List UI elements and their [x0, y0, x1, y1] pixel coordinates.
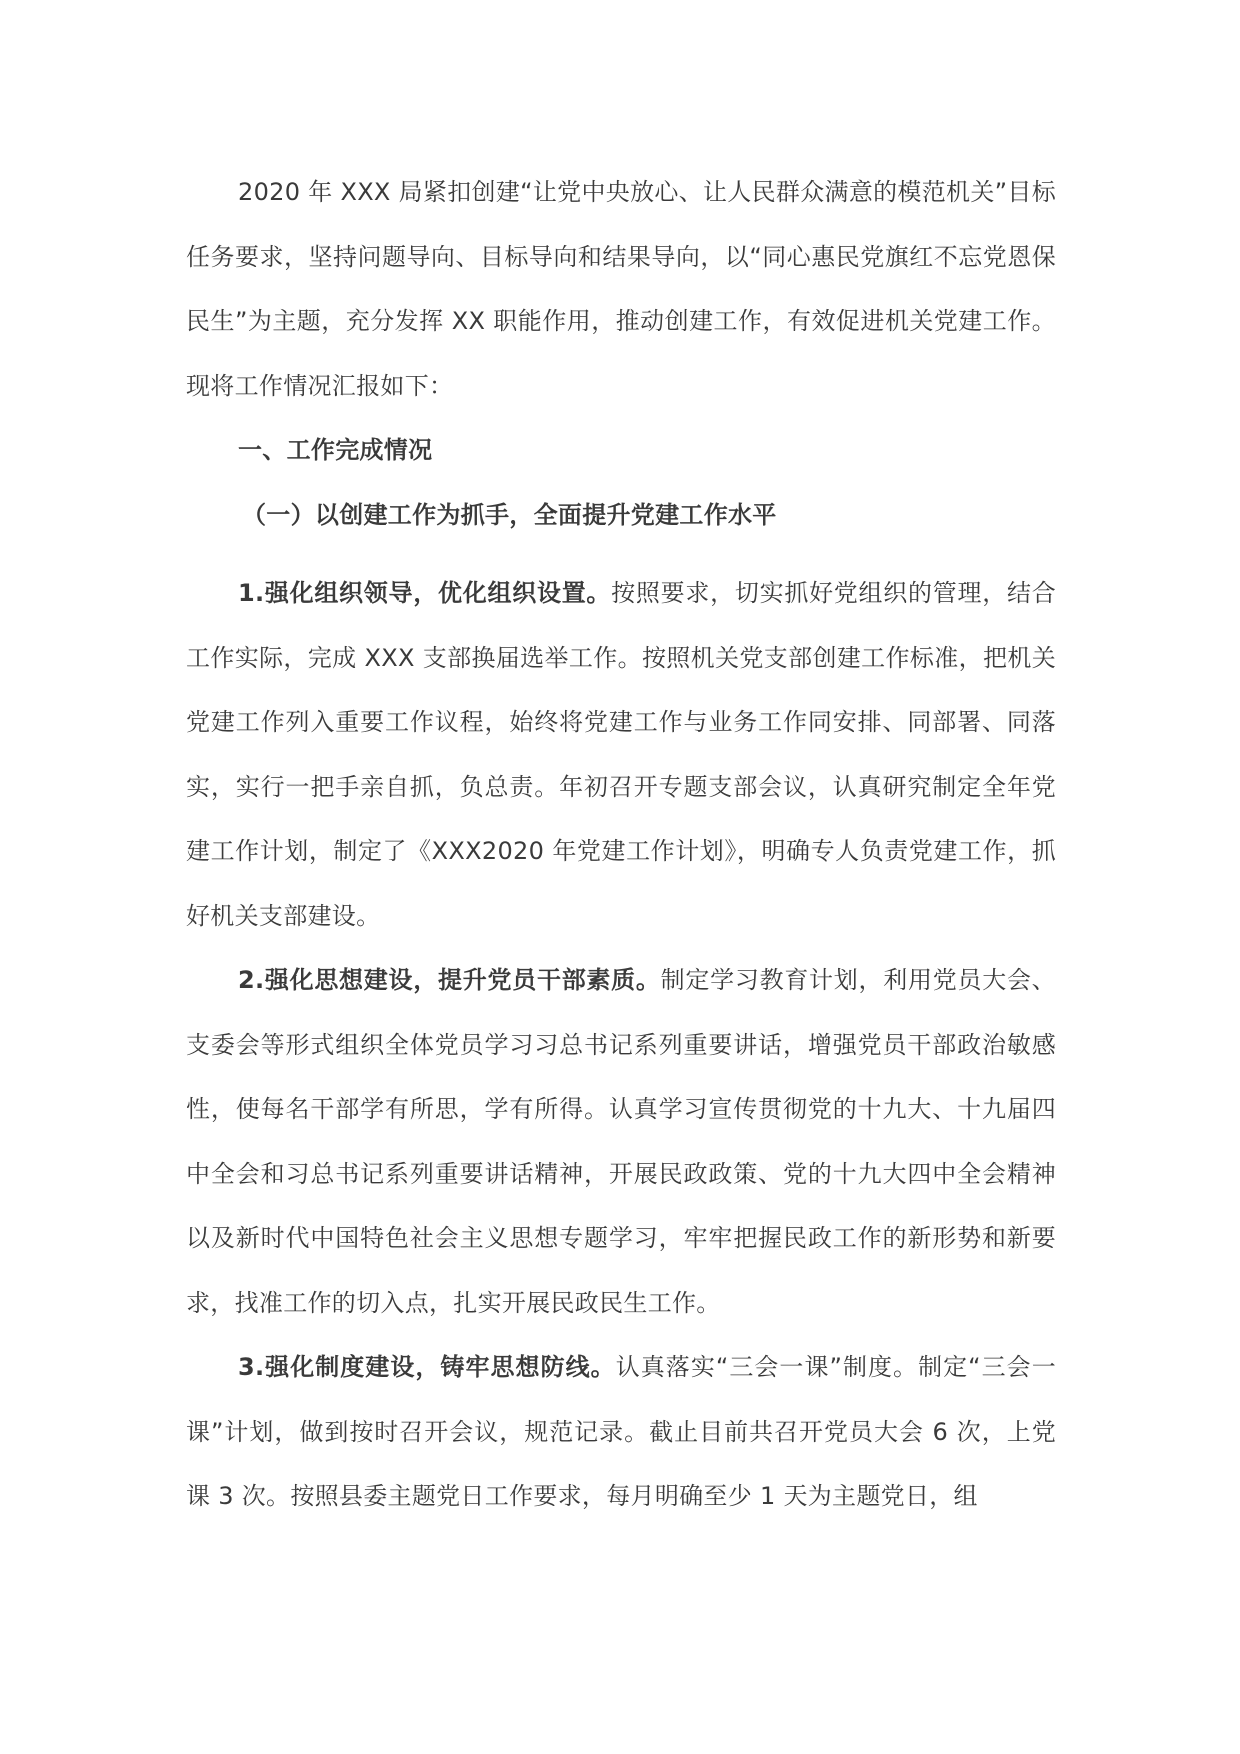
item-lead-1: 1.强化组织领导，优化组织设置。: [238, 579, 612, 607]
item-paragraph-3: [186, 1335, 1056, 1529]
item-paragraph-1: [186, 561, 1056, 948]
subsection-heading: （一）以创建工作为抓手，全面提升党建工作水平: [242, 500, 777, 529]
item-lead-2: 2.强化思想建设，提升党员干部素质。: [238, 966, 661, 994]
item-paragraph-2: [186, 948, 1056, 1335]
section-heading: 一、工作完成情况: [238, 436, 433, 464]
item-body-3: 认真落实“三会一课”制度。制定“三会一课”计划，做到按时召开会议，规范记录。截止目前共召开党员大会 6 次，上党课 3 次。按照县委主题党日工作要求，每月明确至少 1 天为主题党日，组: [186, 1353, 1056, 1510]
item-body-2: 制定学习教育计划，利用党员大会、支委会等形式组织全体党员学习习总书记系列重要讲话，增强党员干部政治敏感性，使每名干部学有所思，学有所得。认真学习宣传贯彻党的十九大、十九届四中全会和习总书记系列重要讲话精神，开展民政政策、党的十九大四中全会精神以及新时代中国特色社会主义思想专题学习，牢牢把握民政工作的新形势和新要求，找准工作的切入点，扎实开展民政民生工作。: [186, 966, 1056, 1317]
item-body-1: 按照要求，切实抓好党组织的管理，结合工作实际，完成 XXX 支部换届选举工作。按照机关党支部创建工作标准，把机关党建工作列入重要工作议程，始终将党建工作与业务工作同安排、同部署、同落实，实行一把手亲自抓，负总责。年初召开专题支部会议，认真研究制定全年党建工作计划，制定了《XXX2020 年党建工作计划》，明确专人负责党建工作，抓好机关支部建设。: [186, 579, 1056, 930]
document-page: [186, 160, 1056, 1529]
intro-paragraph: 2020 年 XXX 局紧扣创建“让党中央放心、让人民群众满意的模范机关”目标任务要求，坚持问题导向、目标导向和结果导向，以“同心惠民党旗红不忘党恩保民生”为主题，充分发挥 XX 职能作用，推动创建工作，有效促进机关党建工作。现将工作情况汇报如下：: [186, 178, 1056, 400]
item-lead-3: 3.强化制度建设，铸牢思想防线。: [238, 1353, 616, 1381]
